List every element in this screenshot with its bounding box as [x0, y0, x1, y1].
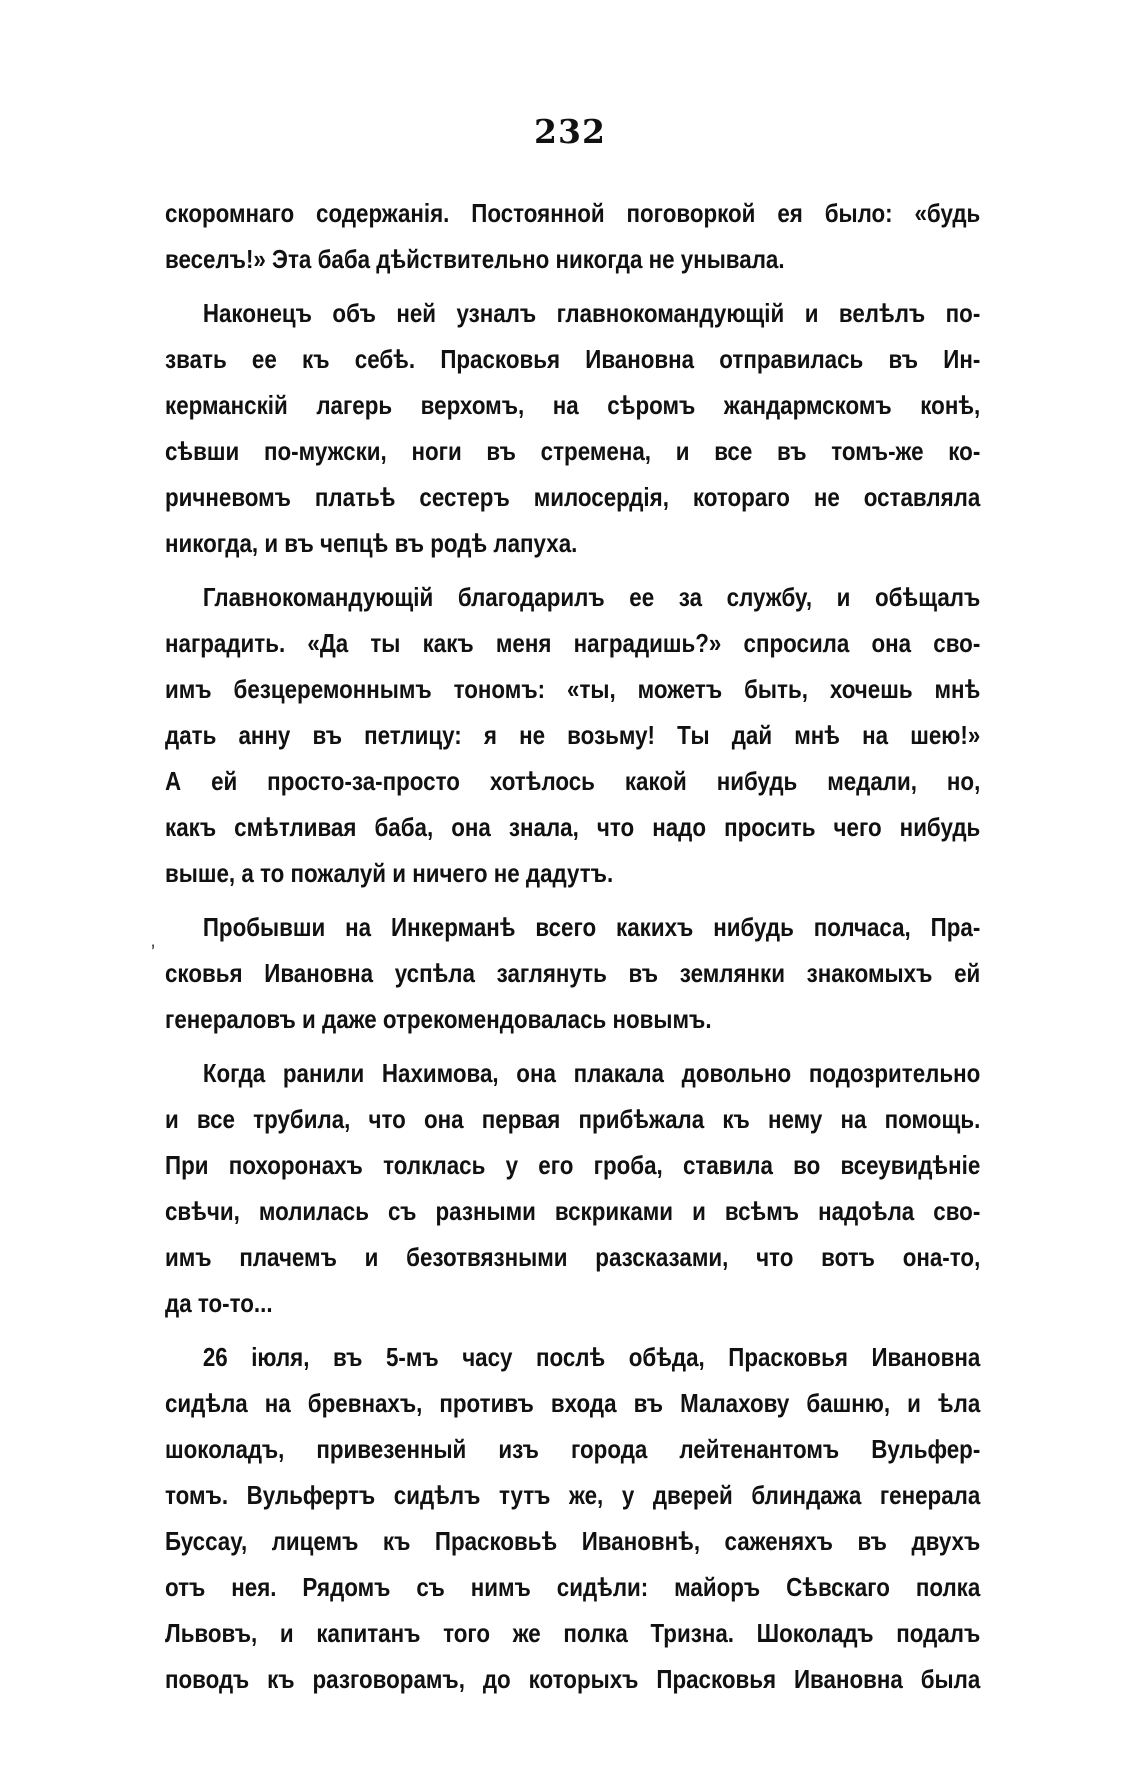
paragraph	[165, 1334, 980, 1702]
paragraph	[165, 574, 980, 896]
text-line: имъ плачемъ и безотвязными разсказами, что вотъ она-то,	[165, 1242, 981, 1272]
text-line: Главнокомандующій благодарилъ ее за службу, и обѣщалъ	[202, 582, 981, 612]
text-line: керманскій лагерь верхомъ, на сѣромъ жандармскомъ конѣ,	[165, 390, 981, 420]
paragraph	[165, 190, 980, 282]
text-line: сидѣла на бревнахъ, противъ входа въ Малахову башню, и ѣла	[165, 1388, 981, 1418]
text-line: имъ безцеремоннымъ тономъ: «ты, можетъ быть, хочешь мнѣ	[165, 674, 981, 704]
text-line: дать анну въ петлицу: я не возьму! Ты дай мнѣ на шею!»	[165, 720, 981, 750]
page-number: 232	[534, 112, 606, 151]
text-line: Когда ранили Нахимова, она плакала довольно подозрительно	[202, 1058, 981, 1088]
text-line: Буссау, лицемъ къ Прасковьѣ Ивановнѣ, саженяхъ въ двухъ	[165, 1526, 981, 1556]
text-line: какъ смѣтливая баба, она знала, что надо просить чего нибудь	[165, 812, 981, 842]
text-line: скоромнаго содержанія. Постоянной поговоркой ея было: «будь	[165, 198, 981, 228]
text-line: 26 іюля, въ 5-мъ часу послѣ обѣда, Прасковья Ивановна	[202, 1342, 981, 1372]
text-line: генераловъ и даже отрекомендовалась новымъ.	[165, 1004, 712, 1034]
text-line: Наконецъ объ ней узналъ главнокомандующій и велѣлъ по-	[202, 298, 981, 328]
text-line: ричневомъ платьѣ сестеръ милосердія, котораго не оставляла	[165, 482, 981, 512]
paragraph	[165, 904, 980, 1042]
margin-mark: ‚	[143, 930, 158, 953]
text-line: веселъ!» Эта баба дѣйствительно никогда не унывала.	[165, 244, 785, 274]
text-line: сковья Ивановна успѣла заглянуть въ землянки знакомыхъ ей	[165, 958, 981, 988]
text-line: При похоронахъ толклась у его гроба, ставила во всеувидѣніе	[165, 1150, 981, 1180]
text-line: поводъ къ разговорамъ, до которыхъ Прасковья Ивановна была	[165, 1664, 981, 1694]
body-text	[165, 190, 980, 1702]
paragraph	[165, 290, 980, 566]
text-line: отъ нея. Рядомъ съ нимъ сидѣли: майоръ Сѣвскаго полка	[165, 1572, 981, 1602]
text-line: А ей просто-за-просто хотѣлось какой нибудь медали, но,	[165, 766, 981, 796]
text-line: шоколадъ, привезенный изъ города лейтенантомъ Вульфер-	[165, 1434, 981, 1464]
text-line: свѣчи, молилась съ разными вскриками и всѣмъ надоѣла сво-	[165, 1196, 981, 1226]
text-line: Львовъ, и капитанъ того же полка Тризна. Шоколадъ подалъ	[165, 1618, 981, 1648]
text-line: томъ. Вульфертъ сидѣлъ тутъ же, у дверей блиндажа генерала	[165, 1480, 981, 1510]
text-line: наградить. «Да ты какъ меня наградишь?» спросила она сво-	[165, 628, 981, 658]
text-line: Пробывши на Инкерманѣ всего какихъ нибудь полчаса, Пра-	[202, 912, 981, 942]
text-line: выше, а то пожалуй и ничего не дадутъ.	[165, 858, 614, 888]
text-line: сѣвши по-мужски, ноги въ стремена, и все въ томъ-же ко-	[165, 436, 981, 466]
text-line: звать ее къ себѣ. Прасковья Ивановна отправилась въ Ин-	[165, 344, 981, 374]
text-line: никогда, и въ чепцѣ въ родѣ лапуха.	[165, 528, 578, 558]
paragraph	[165, 1050, 980, 1326]
text-line: и все трубила, что она первая прибѣжала къ нему на помощь.	[165, 1104, 981, 1134]
text-line: да то-то...	[165, 1288, 273, 1318]
